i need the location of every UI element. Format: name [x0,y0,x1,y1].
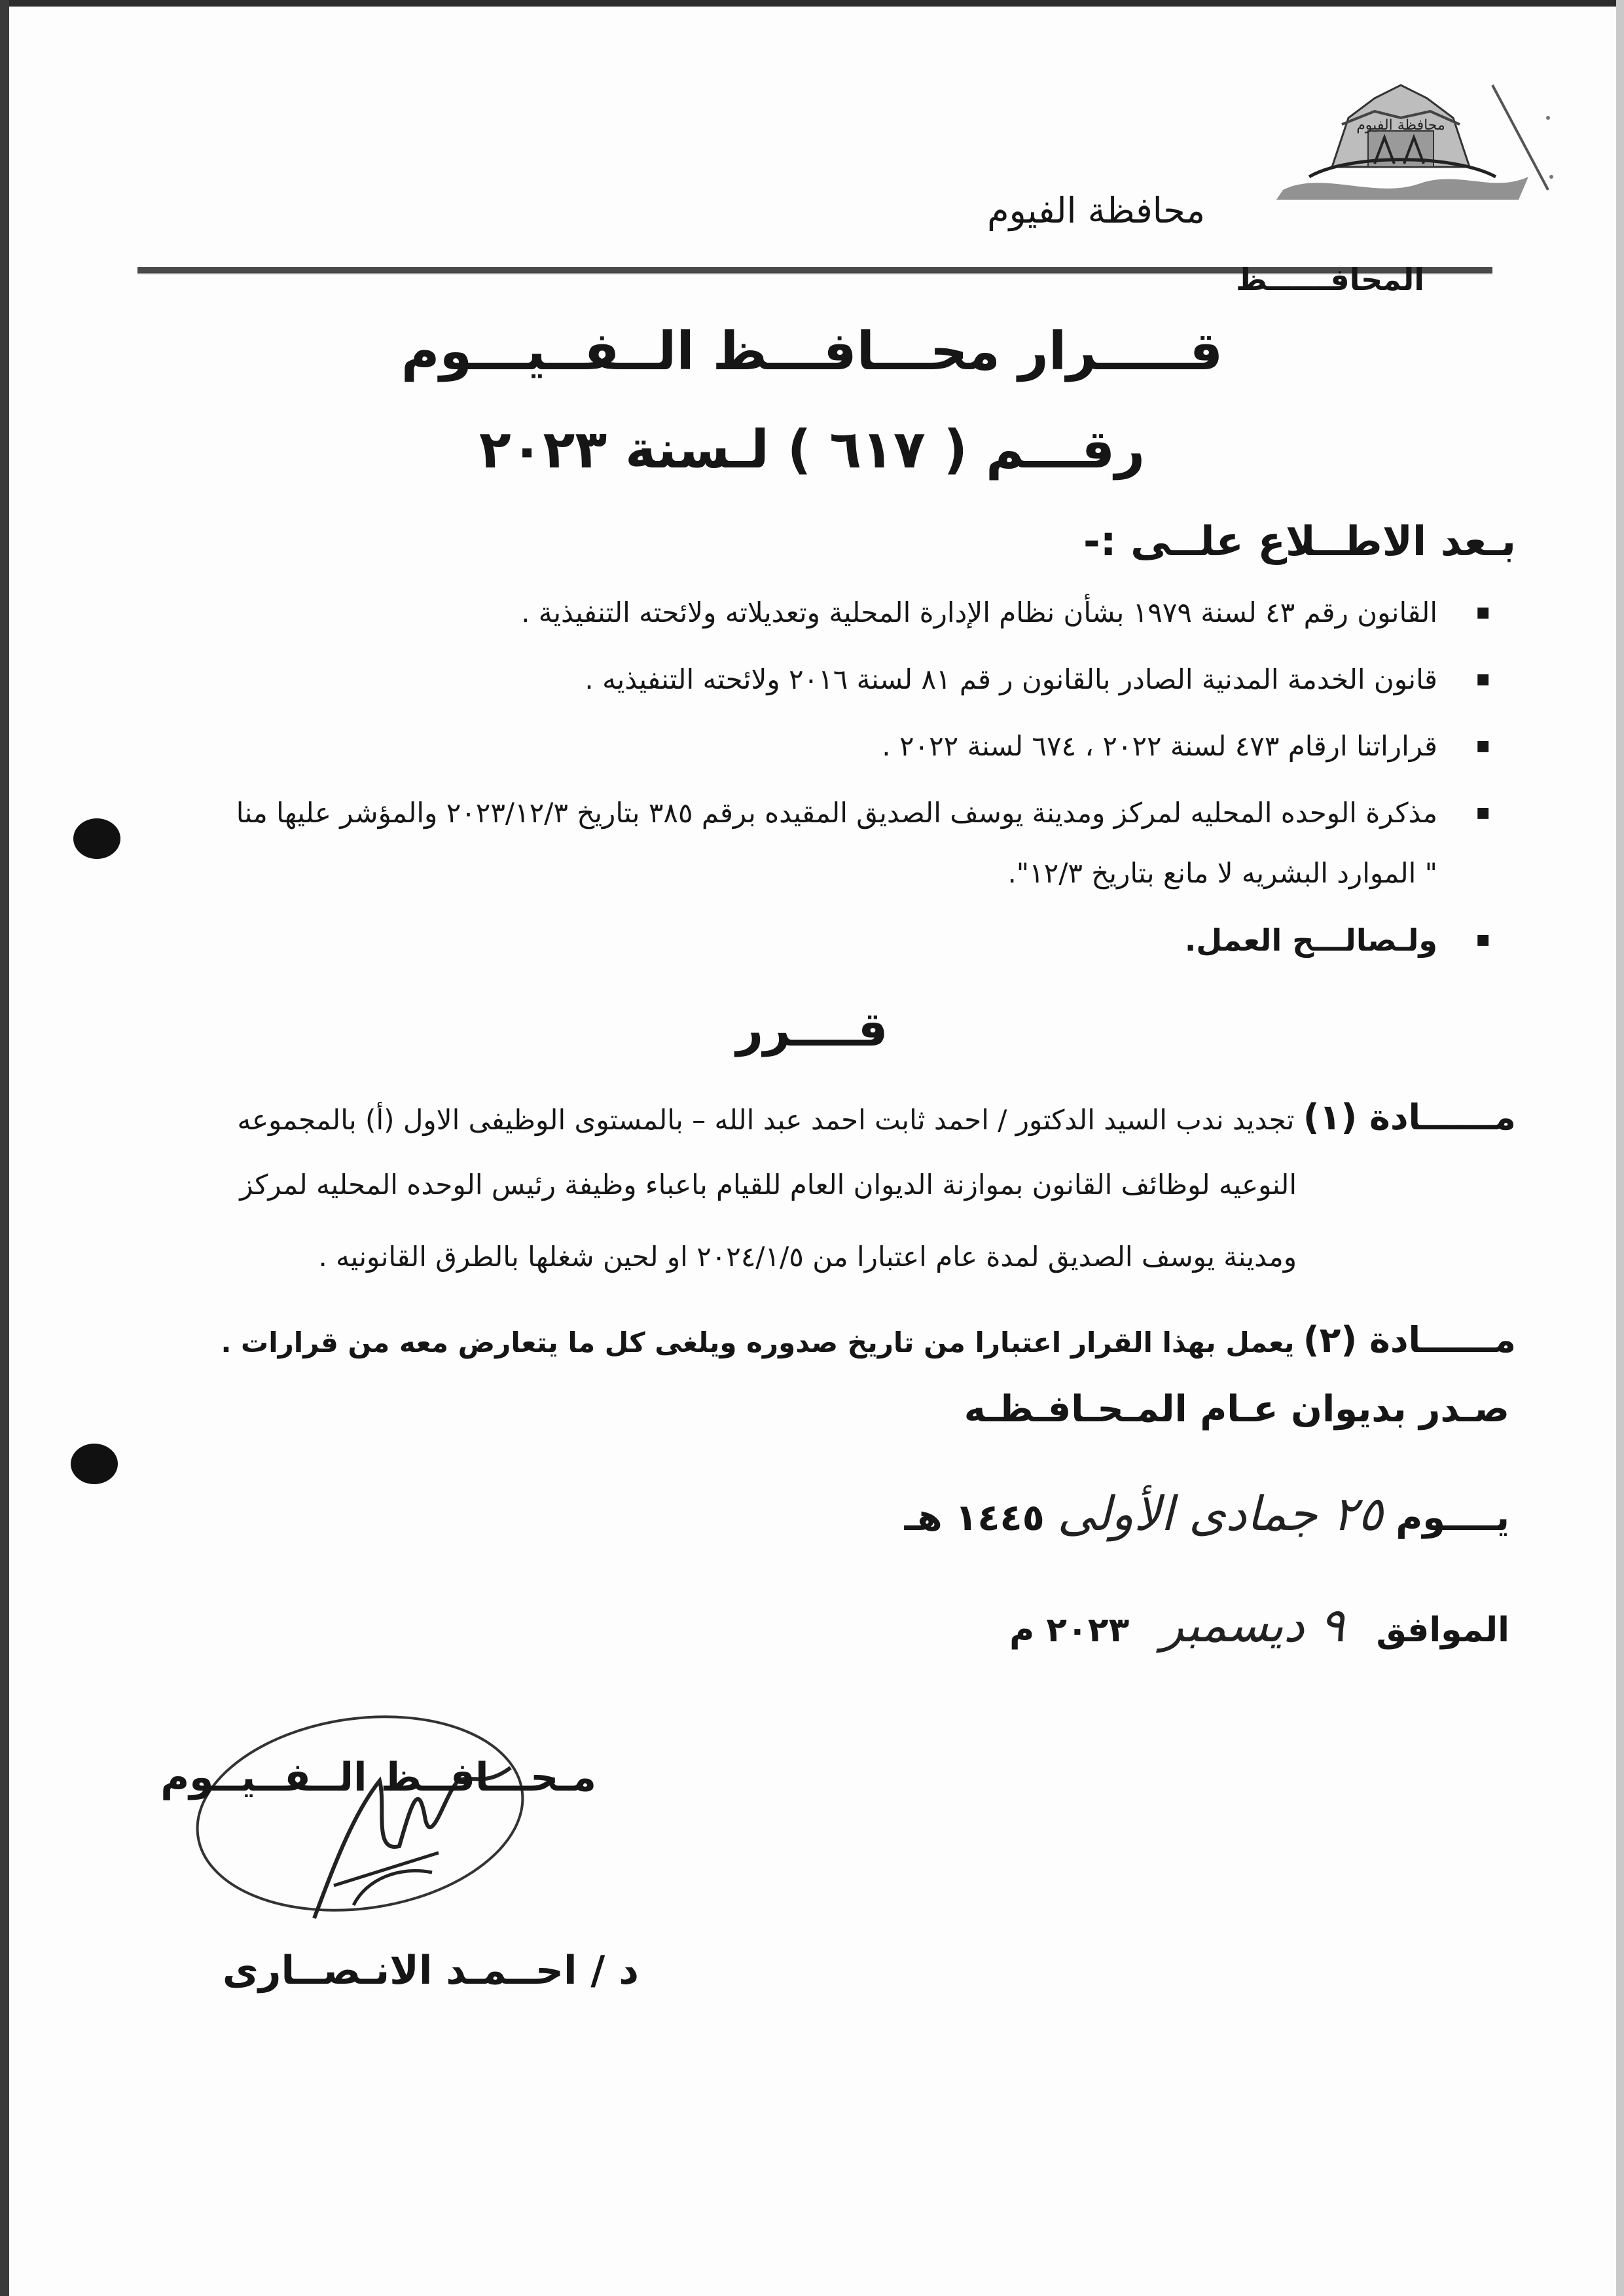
pen-scratch-mark [1486,79,1564,203]
signatory-name: د / احــمـد الانـصــارى [222,1948,639,1994]
greg-handwritten: ٩ ديسمبر [1161,1597,1345,1652]
article-1-line-3: ومدينة يوسف الصديق لمدة عام اعتبارا من ٢٠٢٤/١/٥ او لحين شغلها بالطرق القانونيه . [318,1241,1297,1273]
greg-prefix: الموافق [1376,1611,1509,1650]
hijri-prefix: يــــوم [1396,1497,1509,1539]
article-1-line-2: النوعيه لوظائف القانون بموازنة الديوان العام للقيام باعباء وظيفة رئيس الوحده المحليه لمركز [240,1169,1297,1201]
article-1 [237,1097,1516,1138]
hijri-handwritten: ٢٥ جمادى الأولى [1057,1486,1383,1541]
preamble-item: ■ ولـصالـــح العمل. [128,923,1437,957]
preamble-item: ■ قانون الخدمة المدنية الصادر بالقانون ر قم ٨١ لسنة ٢٠١٦ ولائحته التنفيذيه . [128,663,1437,697]
decree-title: قـــــرار محـــافـــظ الــفــيـــوم [401,321,1223,382]
preamble-item: ■ قراراتنا ارقام ٤٧٣ لسنة ٢٠٢٢ ، ٦٧٤ لسنة ٢٠٢٢ . [128,729,1437,763]
governorate-name: محافظة الفيوم [987,190,1205,231]
hijri-year: ١٤٤٥ هـ [904,1497,1045,1539]
hijri-date [905,1486,1509,1541]
decision-heading: قــــرر [736,1002,888,1057]
preamble-list [128,596,1437,957]
article-2-label: مــــــادة (٢) [1303,1319,1516,1360]
signatory-title: مـحـــافــظ الــفــيــوم [160,1755,596,1800]
office-label: المحافــــــظ [1235,262,1424,297]
punch-hole [71,1444,118,1484]
punch-hole [73,818,120,859]
issuance-place: صـدر بديوان عـام المـحـافـظـه [964,1388,1509,1430]
preamble-item: ■ مذكرة الوحده المحليه لمركز ومدينة يوسف الصديق المقيده برقم ٣٨٥ بتاريخ ٢٠٢٣/١٢/٣ والمؤشر عليها منا [128,796,1437,830]
svg-text:محافظة الفيوم: محافظة الفيوم [1356,117,1445,134]
scan-edge-top [0,0,1624,7]
article-1-label: مــــــادة (١) [1303,1097,1516,1138]
preamble-intro: بـعد الاطــلاع علــى :- [1083,517,1516,565]
preamble-item-continuation: " الموارد البشريه لا مانع بتاريخ ١٢/٣". [1007,857,1437,889]
greg-year: ٢٠٢٣ م [1009,1611,1130,1650]
article-2-text: يعمل بهذا القرار اعتبارا من تاريخ صدوره ويلغى كل ما يتعارض معه من قرارات . [221,1326,1295,1358]
article-2 [221,1319,1516,1360]
gregorian-date [1009,1597,1509,1652]
preamble-item: ■ القانون رقم ٤٣ لسنة ١٩٧٩ بشأن نظام الإدارة المحلية وتعديلاته ولائحته التنفيذية . [128,596,1437,630]
decree-number: رقـــم ( ٦١٧ ) لـسنة ٢٠٢٣ [478,419,1146,480]
article-1-line-1: تجديد ندب السيد الدكتور / احمد ثابت احمد عبد الله – بالمستوى الوظيفى الاول (أ) بالمجموعه [237,1104,1295,1136]
